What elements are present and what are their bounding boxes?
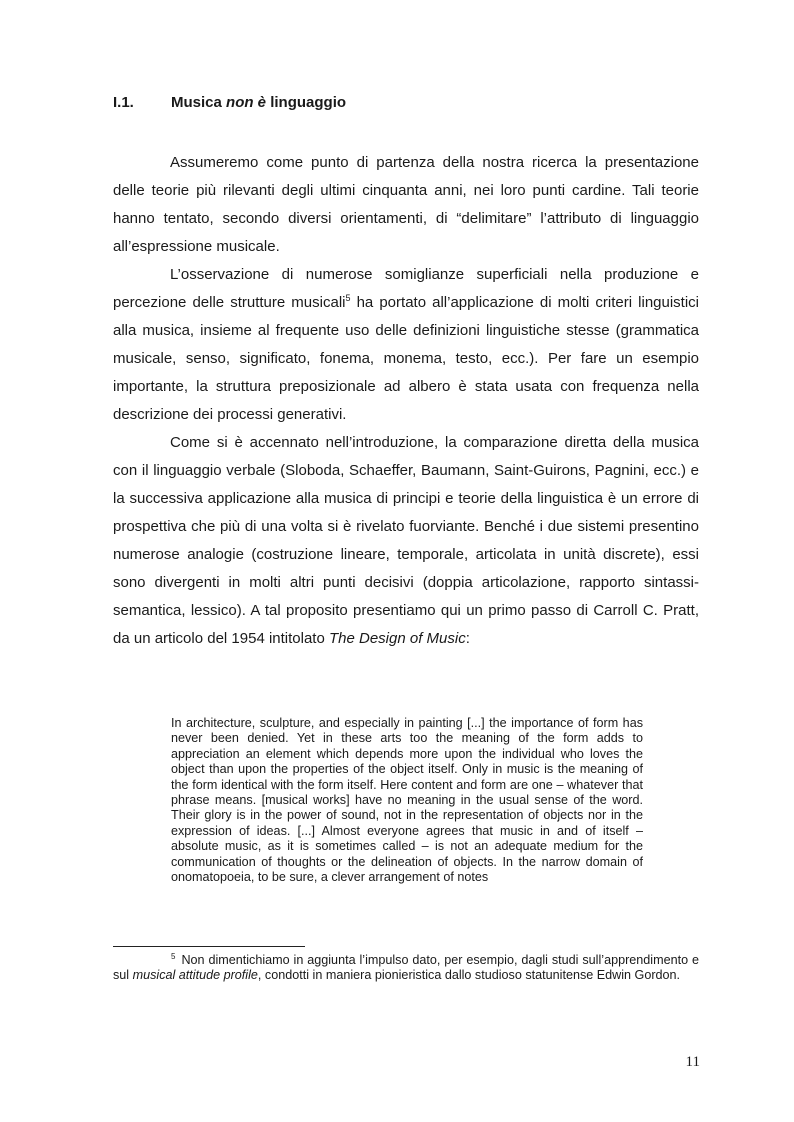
footnote-text: $^5$ Non dimentichiamo in aggiunta l’impulso dato, per esempio, dagli studi sull’apprendimento e sul musical attitude profile, condotti in maniera pionieristica dallo studioso statunitense Edwin Gordon.: [113, 951, 699, 983]
paragraph-3: Come si è accennato nell’introduzione, la comparazione diretta della musica con il linguaggio verbale (Sloboda, Schaeffer, Baumann, Saint-Guirons, Pagnini, ecc.) e la successiva applicazione alla musica di principi e teorie della linguistica è un errore di prospettiva che più di una volta si è rivelato fuorviante. Benché i due sistemi presentino numerose analogie (costruzione lineare, temporale, articolata in unità discrete), essi sono divergenti in molti altri punti decisivi (doppia articolazione, rapporto sintassi-semantica, lessico). A tal proposito presentiamo qui un primo passo di Carroll C. Pratt, da un articolo del 1954 intitolato The Design of Music:: [113, 434, 699, 647]
footnote: [113, 953, 699, 984]
footnote-ref[interactable]: 5: [345, 293, 351, 303]
section-number: I.1.: [113, 94, 134, 111]
cited-title: The Design of Music: [328, 630, 466, 647]
section-heading: [113, 91, 346, 115]
quote-text: In architecture, sculpture, and especially in painting [...] the importance of form has never been denied. Yet in these arts too the meaning of the form adds to appreciation an element which depends more upon the individual who loves the object than upon the properties of the object itself. Only in music is the meaning of the form identical with the form itself. Here content and form are one – whatever that phrase means. [musical works] have no meaning in the usual sense of the word. Their glory is in the power of sound, not in the representation of objects nor in the expression of ideas. [...] Almost everyone agrees that music in and of itself – absolute music, as it is sometimes called – is not an adequate medium for the communication of thoughts or the delineation of objects. In the narrow domain of onomatopoeia, to be sure, a clever arrangement of notes: [171, 716, 643, 885]
section-title: Musica non è linguaggio: [171, 94, 347, 111]
body-text: [113, 149, 699, 653]
footnote-divider: [113, 946, 305, 947]
paragraph-2: L’osservazione di numerose somiglianze superficiali nella produzione e percezione delle strutture musicali$^5$ ha portato all’applicazione di molti criteri linguistici alla musica, insieme al frequente uso delle definizioni linguistiche stesse (grammatica musicale, senso, significato, fonema, monema, testo, ecc.). Per fare un esempio importante, la struttura preposizionale ad albero è stata usata con frequenza nella descrizione dei processi generativi.: [113, 266, 700, 423]
footnote-marker: 5: [171, 951, 176, 961]
block-quote: [171, 716, 643, 885]
page-number: 11: [685, 1054, 700, 1070]
paragraph-1: Assumeremo come punto di partenza della nostra ricerca la presentazione delle teorie più rilevanti degli ultimi cinquanta anni, nei loro punti cardine. Tali teorie hanno tentato, secondo diversi orientamenti, di “delimitare” l’attributo di linguaggio all’espressione musicale.: [113, 154, 699, 255]
